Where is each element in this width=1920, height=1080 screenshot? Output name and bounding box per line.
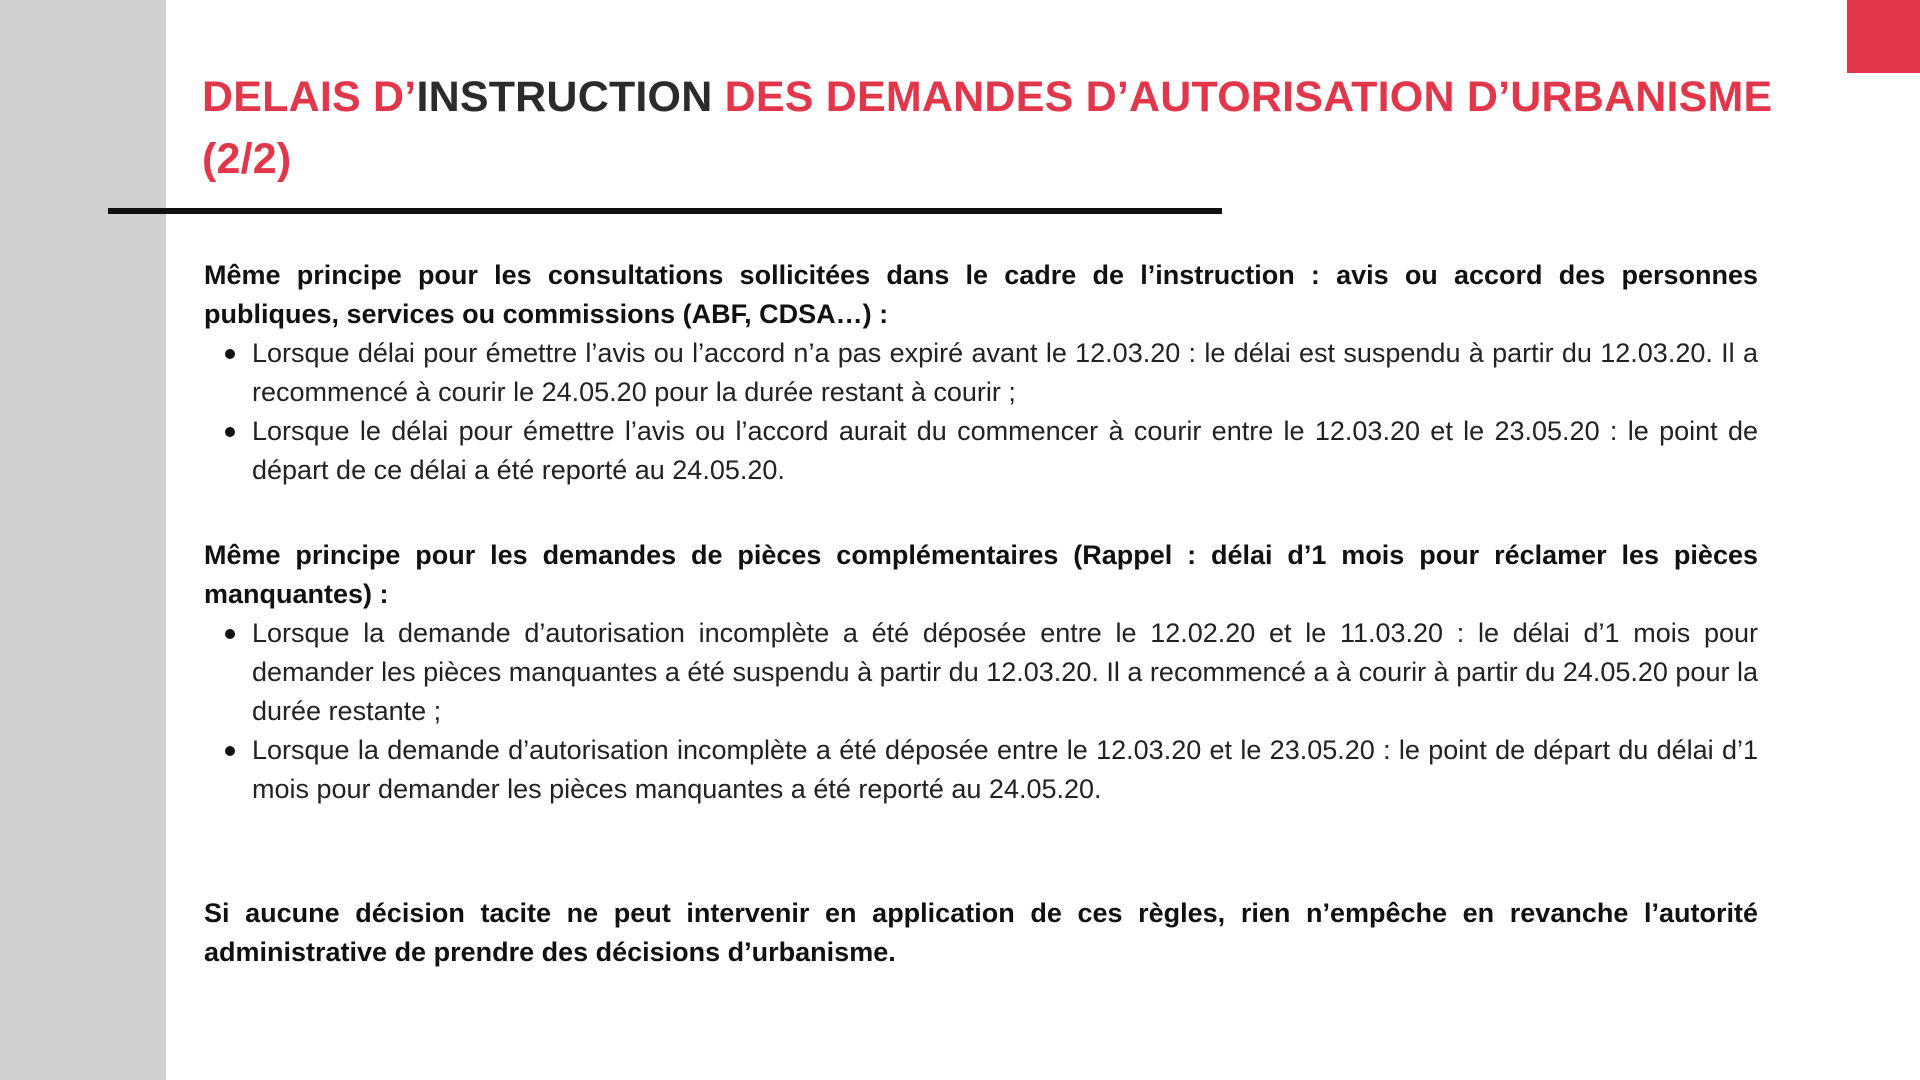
slide-body [204, 256, 1758, 972]
section-2-bullet-2 [252, 731, 1758, 809]
bullet-text: Lorsque le délai pour émettre l’avis ou l’accord aurait du commencer à courir entre le 12.03.20 et le 23.05.20 : le point de départ de ce délai a été reporté au 24.05.20. [252, 416, 1758, 485]
section-2-heading: Même principe pour les demandes de pièces complémentaires (Rappel : délai d’1 mois pour réclamer les pièces manquantes) : [204, 540, 1758, 609]
section-1-bullet-1 [252, 334, 1758, 412]
title-part-2: INSTRUCTION [416, 73, 713, 121]
section-1-list [204, 334, 1758, 490]
bullet-dot-icon [225, 349, 235, 359]
corner-accent-square [1847, 0, 1920, 73]
bullet-dot-icon [225, 746, 235, 756]
bullet-dot-icon [225, 629, 235, 639]
title-part-1: DELAIS D’ [202, 73, 417, 121]
bullet-text: Lorsque la demande d’autorisation incomplète a été déposée entre le 12.02.20 et le 11.03.20 : le délai d’1 mois pour demander les pièces manquantes a été suspendu à partir du 12.03.20. Il a recommencé a à courir à partir du 24.05.20 pour la durée restante ; [252, 618, 1758, 726]
section-1-bullet-2 [252, 412, 1758, 490]
bullet-dot-icon [225, 427, 235, 437]
section-1-heading: Même principe pour les consultations sollicitées dans le cadre de l’instruction : avis ou accord des personnes publiques, services ou commissions (ABF, CDSA…) : [204, 260, 1758, 329]
left-side-band [0, 0, 166, 1080]
title-part-3: DES DEMANDES D’AUTORISATION D’URBANISME (2/2) [202, 73, 1773, 183]
section-2-bullet-1 [252, 614, 1758, 731]
spacer [204, 490, 1758, 536]
title-underline-rule [108, 208, 1222, 214]
spacer [204, 809, 1758, 894]
slide-title [202, 66, 1802, 190]
bullet-text: Lorsque la demande d’autorisation incomplète a été déposée entre le 12.03.20 et le 23.05.20 : le point de départ du délai d’1 mois pour demander les pièces manquantes a été reporté au 24.05.20. [252, 735, 1758, 804]
conclusion-text: Si aucune décision tacite ne peut intervenir en application de ces règles, rien n’empêche en revanche l’autorité administrative de prendre des décisions d’urbanisme. [204, 898, 1758, 967]
bullet-text: Lorsque délai pour émettre l’avis ou l’accord n’a pas expiré avant le 12.03.20 : le délai est suspendu à partir du 12.03.20. Il a recommencé à courir le 24.05.20 pour la durée restant à courir ; [252, 338, 1758, 407]
section-2-list [204, 614, 1758, 809]
